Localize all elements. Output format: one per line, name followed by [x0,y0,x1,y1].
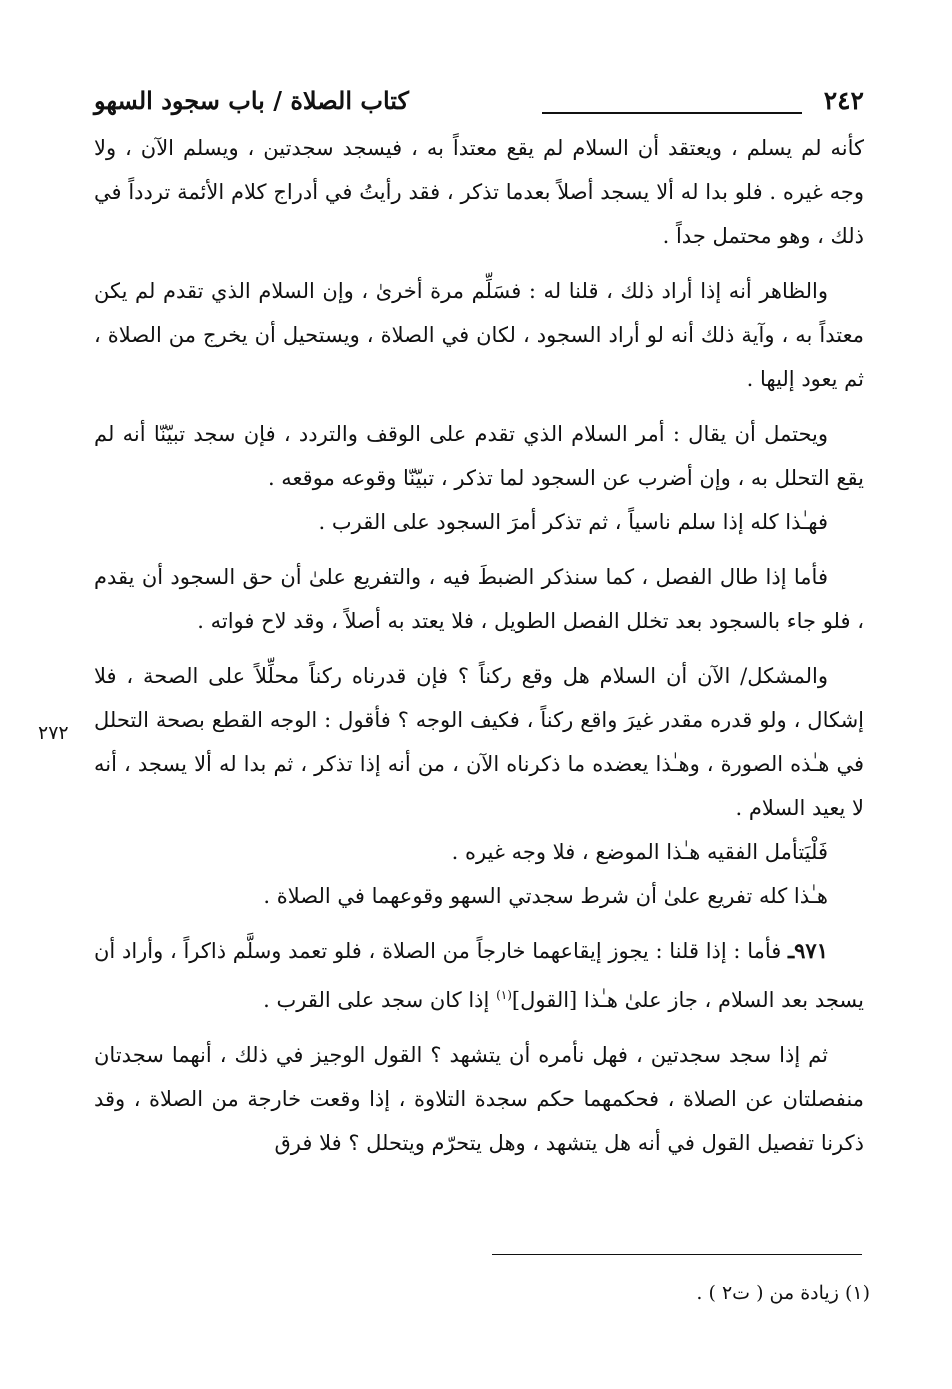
paragraph: كأنه لم يسلم ، ويعتقد أن السلام لم يقع معتداً به ، فيسجد سجدتين ، ويسلم الآن ، ولا وجه غيره . فلو بدا له ألا يسجد أصلاً بعدما تذكر ، فقد رأيتُ في أدراج كلام الأئمة تردداً في ذلك ، وهو محتمل جداً . [94,136,864,248]
page-header [94,86,864,126]
page-number: ٢٤٢ [823,86,864,115]
item-number: ٩٧١ـ [788,938,828,963]
paragraph: والظاهر أنه إذا أراد ذلك ، قلنا له : فسَلِّم مرة أخرىٰ ، وإن السلام الذي تقدم لم يكن معتداً به ، وآية ذلك أنه لو أراد السجود ، لكان في الصلاة ، ويستحيل أن يخرج من الصلاة ، ثم يعود إليها . [94,279,864,391]
footnote [696,1282,870,1304]
header-rule [542,112,802,114]
paragraph: فَلْيَتأمل الفقيه هـٰذا الموضع ، فلا وجه غيره . [451,840,828,864]
paragraph: ثم إذا سجد سجدتين ، فهل نأمره أن يتشهد ؟ القول الوجيز في ذلك ، أنهما سجدتان منفصلتان عن الصلاة ، فحكمهما حكم سجدة التلاوة ، إذا وقعت خارجة من الصلاة ، وقد ذكرنا تفصيل القول في أنه هل يتشهد ، وهل يتحرّم ويتحلل ؟ فلا فرق [94,1043,864,1155]
paragraph: هـٰذا كله تفريع علىٰ أن شرط سجدتي السهو وقوعهما في الصلاة . [263,884,828,908]
paragraph: ويحتمل أن يقال : أمر السلام الذي تقدم على الوقف والتردد ، فإن سجد تبيّنّا أنه لم يقع التحلل به ، وإن أضرب عن السجود لما تذكر ، تبيّنّا وقوعه موقعه . [94,422,864,490]
paragraph-text: إذا كان سجد على القرب . [263,988,490,1012]
running-title: كتاب الصلاة / باب سجود السهو [94,86,409,115]
footnote-reference[interactable]: (١) [496,988,512,1002]
paragraph: فأما إذا طال الفصل ، كما سنذكر الضبطَ فيه ، والتفريع علىٰ أن حق السجود أن يقدم ، فلو جاء بالسجود بعد تخلل الفصل الطويل ، فلا يعتد به أصلاً ، وقد لاح فواته . [94,565,864,633]
footnote-text: زيادة من ( ت٢ ) . [696,1282,839,1304]
paragraph-text: فأما : إذا قلنا : يجوز إيقاعهما خارجاً من الصلاة ، فلو تعمد وسلَّم ذاكراً ، وأراد أن يسجد بعد السلام ، جاز علىٰ هـٰذا [القول] [94,939,864,1012]
paragraph: فهـٰذا كله إذا سلم ناسياً ، ثم تذكر أمرَ السجود على القرب . [318,510,828,534]
footnote-number: (١) [844,1282,870,1304]
paragraph: والمشكل/ الآن أن السلام هل وقع ركناً ؟ فإن قدرناه ركناً محلِّلاً على الصحة ، فلا إشكال ، ولو قدره مقدر غيرَ واقع ركناً ، فكيف الوجه ؟ فأقول : الوجه القطع بصحة التحلل في هـٰذه الصورة ، وهـٰذا يعضده ما ذكرناه الآن ، من أنه إذا تذكر ، ثم بدا له ألا يسجد ، أنه لا يعيد السلام . [94,664,864,820]
body-text [94,126,864,1165]
margin-folio-number: ٢٧٢ [38,722,69,744]
footnote-rule [492,1254,862,1255]
numbered-paragraph [94,929,864,1022]
